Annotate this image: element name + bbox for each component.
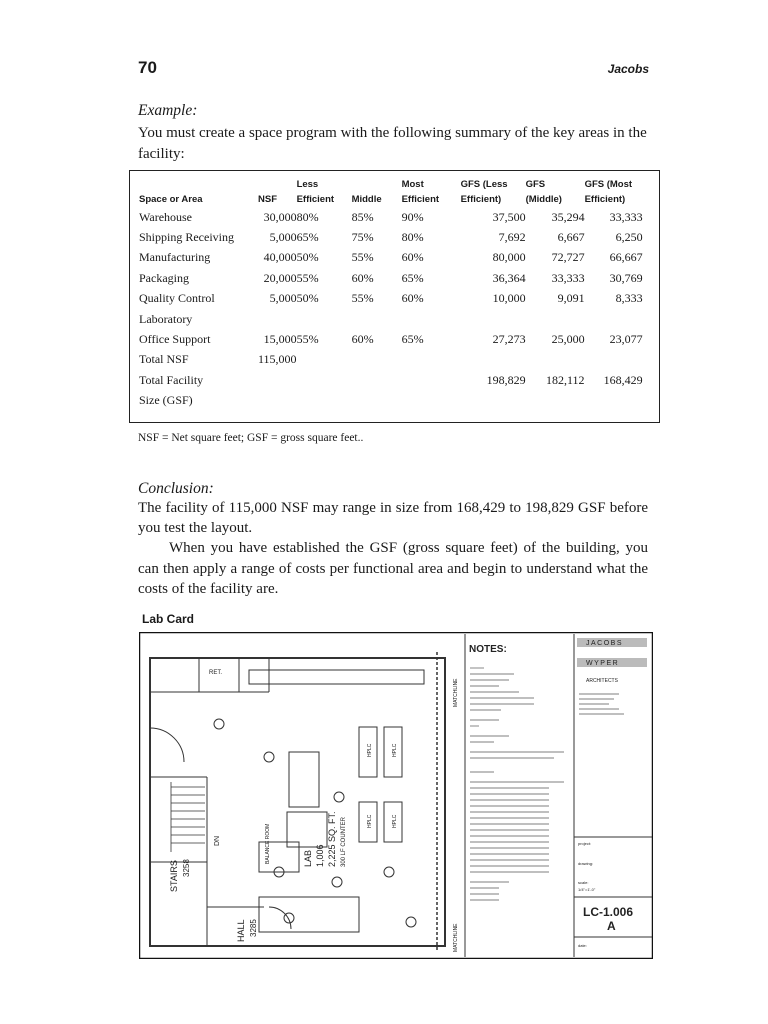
header-line-2: NSF	[258, 194, 277, 205]
table-cell	[258, 370, 297, 390]
table-cell: 75%	[351, 230, 374, 245]
space-program-table	[139, 177, 643, 411]
table-cell: 65%	[401, 332, 424, 347]
table-cell: 55%	[296, 332, 319, 347]
table-cell: 80%	[401, 230, 424, 245]
table-cell	[297, 350, 352, 370]
table-cell: Total Facility	[139, 372, 204, 387]
table-cell	[461, 309, 526, 329]
counter-length: 300 LF COUNTER	[341, 816, 347, 867]
ret-label: RET.	[209, 670, 223, 676]
table-header-cell	[297, 177, 352, 207]
header-line-2: Efficient)	[584, 194, 626, 205]
table-cell	[352, 370, 402, 390]
table-cell: 65%	[296, 230, 319, 245]
table-cell: 90%	[401, 209, 424, 224]
table-row	[139, 391, 643, 411]
room-lab-number: 1,006	[315, 844, 325, 867]
table-cell: Warehouse	[139, 209, 193, 224]
table-row	[139, 350, 643, 370]
lab-card-title: Lab Card	[142, 612, 195, 626]
table-cell: 182,112	[546, 372, 585, 387]
table-cell	[526, 391, 585, 411]
table-cell: 50%	[296, 250, 319, 265]
room-hall-number: 3285	[249, 919, 258, 937]
table-cell: 55%	[351, 250, 374, 265]
room-stairs-label: STAIRS	[169, 860, 179, 892]
table-cell: 35,294	[551, 209, 585, 224]
table-row	[139, 268, 643, 288]
table-cell	[461, 391, 526, 411]
table-header-cell	[352, 177, 402, 207]
table-cell: Quality Control	[139, 291, 215, 306]
table-cell: 15,000	[263, 332, 297, 347]
space-program-table-frame	[129, 170, 660, 423]
table-cell	[526, 350, 585, 370]
table-cell	[585, 350, 643, 370]
table-cell: 5,000	[269, 230, 297, 245]
table-cell: 168,429	[603, 372, 643, 387]
table-cell: 33,333	[551, 270, 585, 285]
table-cell	[297, 391, 352, 411]
firm-name-line1: JACOBS	[586, 640, 624, 647]
table-row	[139, 248, 643, 268]
table-header-cell	[402, 177, 461, 207]
table-cell: 66,667	[609, 250, 643, 265]
table-cell	[352, 350, 402, 370]
intro-paragraph: You must create a space program with the following summary of the key areas in the facility:	[138, 125, 647, 162]
table-header-cell	[258, 177, 297, 207]
table-cell: Manufacturing	[139, 250, 211, 265]
table-cell: 36,364	[492, 270, 526, 285]
table-cell: 60%	[351, 332, 374, 347]
table-cell: 65%	[401, 270, 424, 285]
table-cell: 60%	[401, 250, 424, 265]
table-cell: 9,091	[557, 291, 585, 306]
table-cell: 5,000	[269, 291, 297, 306]
header-line-2: Space or Area	[139, 194, 203, 205]
table-cell: 7,692	[498, 230, 526, 245]
table-cell: Office Support	[139, 332, 211, 347]
table-row	[139, 289, 643, 309]
table-row	[139, 370, 643, 390]
lab-card-drawing	[139, 632, 653, 959]
table-cell: 37,500	[492, 209, 526, 224]
table-cell: 50%	[296, 291, 319, 306]
table-cell: Total NSF	[139, 352, 189, 367]
table-header-cell	[526, 177, 585, 207]
table-cell	[526, 309, 585, 329]
date-label: date:	[578, 943, 587, 948]
table-cell	[585, 309, 643, 329]
header-line-1: Most	[401, 179, 424, 190]
project-label: project:	[578, 841, 592, 846]
table-cell: 60%	[401, 291, 424, 306]
table-cell	[258, 309, 297, 329]
firm-name-line3: ARCHITECTS	[586, 678, 618, 684]
running-head: Jacobs	[607, 62, 649, 76]
table-cell: 115,000	[258, 352, 297, 367]
hplc-label-3: HPLC	[367, 814, 373, 828]
header-line-2: (Middle)	[525, 194, 562, 205]
table-cell: 30,769	[609, 270, 643, 285]
room-hall-label: HALL	[236, 919, 246, 942]
header-line-1: GFS	[525, 179, 546, 190]
table-footnote: NSF = Net square feet; GSF = gross square feet..	[138, 432, 364, 444]
table-cell	[297, 370, 352, 390]
table-cell	[402, 309, 461, 329]
table-cell: 27,273	[492, 332, 526, 347]
header-line-1	[352, 177, 402, 192]
header-line-1: GFS (Less	[460, 179, 508, 190]
notes-title: NOTES:	[469, 644, 507, 655]
matchline-bottom: MATCHLINE	[453, 923, 459, 952]
matchline-top: MATCHLINE	[453, 678, 459, 707]
example-heading: Example:	[138, 102, 198, 119]
room-lab-label: LAB	[303, 849, 313, 867]
table-cell	[352, 309, 402, 329]
header-line-1	[258, 177, 297, 192]
lab-area: 2,225 SQ. FT.	[327, 811, 337, 867]
drawing-label: drawing:	[578, 861, 594, 866]
hplc-label-1: HPLC	[367, 743, 373, 757]
table-row	[139, 329, 643, 349]
hplc-label-4: HPLC	[392, 814, 398, 828]
table-cell: 8,333	[615, 291, 643, 306]
header-line-2: Efficient	[296, 194, 335, 205]
scale-label: scale:	[578, 880, 589, 885]
sheet-suffix: A	[607, 919, 616, 933]
header-line-2: Efficient	[401, 194, 440, 205]
table-cell: Laboratory	[139, 311, 193, 326]
table-cell	[402, 391, 461, 411]
table-row	[139, 309, 643, 329]
table-header-cell	[139, 177, 258, 207]
table-cell	[402, 370, 461, 390]
header-line-2: Efficient)	[460, 194, 502, 205]
table-cell	[352, 391, 402, 411]
table-header-row	[139, 177, 643, 207]
table-cell	[402, 350, 461, 370]
table-cell: 55%	[351, 291, 374, 306]
table-cell: 10,000	[492, 291, 526, 306]
table-cell	[585, 391, 643, 411]
header-line-1	[139, 177, 258, 192]
table-cell: Shipping Receiving	[139, 230, 234, 245]
room-stairs-number: 3258	[182, 859, 191, 877]
table-row	[139, 207, 643, 227]
table-cell: Size (GSF)	[139, 393, 193, 408]
table-cell: 80,000	[492, 250, 526, 265]
header-line-1: Less	[296, 179, 319, 190]
conclusion-heading: Conclusion:	[138, 480, 214, 497]
table-header-cell	[461, 177, 526, 207]
table-cell: 60%	[351, 270, 374, 285]
table-body	[139, 207, 643, 411]
table-cell: 85%	[351, 209, 374, 224]
table-cell: 23,077	[609, 332, 643, 347]
table-cell	[461, 350, 526, 370]
table-cell: 30,000	[263, 209, 297, 224]
table-cell: Packaging	[139, 270, 189, 285]
table-row	[139, 227, 643, 247]
table-cell	[258, 391, 297, 411]
table-cell: 25,000	[551, 332, 585, 347]
conclusion-text	[138, 498, 648, 599]
header-line-2: Middle	[351, 194, 382, 205]
table-cell: 20,000	[263, 270, 297, 285]
table-cell	[297, 309, 352, 329]
table-cell: 80%	[296, 209, 319, 224]
scale-value: 1/4"=1'-0"	[578, 887, 596, 892]
balance-room: BALANCE ROOM	[265, 823, 271, 864]
hplc-label-2: HPLC	[392, 743, 398, 757]
table-cell: 40,000	[263, 250, 297, 265]
sheet-number: LC-1.006	[583, 905, 634, 919]
table-cell: 198,829	[486, 372, 526, 387]
table-cell: 33,333	[609, 209, 643, 224]
table-cell: 55%	[296, 270, 319, 285]
firm-name-line2: WYPER	[586, 660, 620, 667]
table-cell: 72,727	[551, 250, 585, 265]
header-line-1: GFS (Most	[584, 179, 633, 190]
stairs-down: DN	[214, 835, 221, 846]
table-cell: 6,250	[615, 230, 643, 245]
table-header-cell	[585, 177, 643, 207]
conclusion-paragraph-2: When you have established the GSF (gross square feet) of the building, you can then apply a range of costs per functional area and begin to understand what the costs of the facility are.	[138, 540, 648, 597]
page-number: 70	[138, 58, 157, 77]
conclusion-paragraph-1: The facility of 115,000 NSF may range in size from 168,429 to 198,829 GSF before you test the layout.	[138, 500, 648, 537]
table-cell: 6,667	[557, 230, 585, 245]
